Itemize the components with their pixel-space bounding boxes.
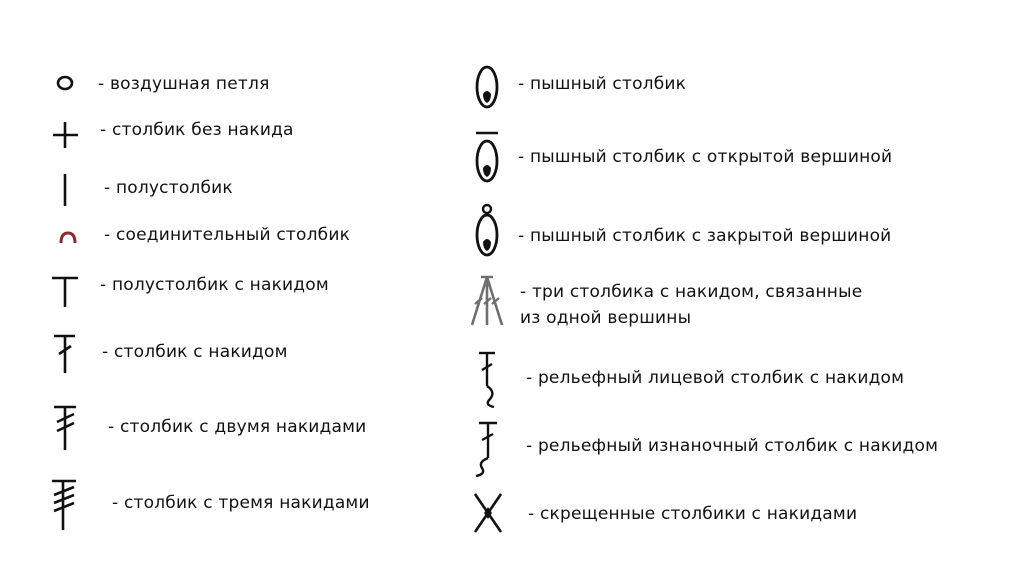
legend-label: - воздушная петля bbox=[98, 74, 270, 94]
half-double-crochet-icon bbox=[48, 272, 82, 310]
legend-label: - столбик с накидом bbox=[102, 342, 288, 362]
legend-label-line-2: из одной вершины bbox=[520, 308, 692, 328]
legend-label: - столбик с тремя накидами bbox=[112, 493, 370, 513]
slip-stitch-icon bbox=[57, 228, 79, 246]
puff-stitch-icon bbox=[470, 62, 504, 112]
legend-label: - пышный столбик bbox=[518, 74, 687, 94]
legend-label-line-1: - три столбика с накидом, связанные bbox=[520, 282, 863, 302]
puff-stitch-open-top-icon bbox=[470, 130, 504, 186]
legend-label: - полустолбик bbox=[104, 178, 233, 198]
legend-label: - пышный столбик с открытой вершиной bbox=[518, 147, 893, 167]
legend-label: - пышный столбик с закрытой вершиной bbox=[518, 226, 892, 246]
three-dc-together-icon bbox=[466, 272, 508, 330]
legend-label: - соединительный столбик bbox=[104, 225, 351, 245]
puff-stitch-closed-top-icon bbox=[470, 202, 504, 260]
crossed-dc-icon bbox=[470, 490, 506, 536]
single-crochet-icon bbox=[50, 119, 82, 151]
double-crochet-icon bbox=[48, 332, 82, 376]
treble-crochet-icon bbox=[48, 403, 82, 453]
half-stitch-icon bbox=[55, 170, 75, 210]
legend-label: - столбик с двумя накидами bbox=[108, 417, 367, 437]
legend-label: - скрещенные столбики с накидами bbox=[528, 504, 858, 524]
legend-label: - рельефный изнаночный столбик с накидом bbox=[526, 436, 939, 456]
back-post-dc-icon bbox=[468, 418, 504, 480]
legend-label: - рельефный лицевой столбик с накидом bbox=[526, 368, 905, 388]
double-treble-crochet-icon bbox=[46, 477, 82, 533]
legend-label: - полустолбик с накидом bbox=[100, 275, 329, 295]
front-post-dc-icon bbox=[472, 348, 504, 410]
chain-stitch-icon bbox=[52, 70, 78, 96]
legend-label: - столбик без накида bbox=[100, 120, 294, 140]
